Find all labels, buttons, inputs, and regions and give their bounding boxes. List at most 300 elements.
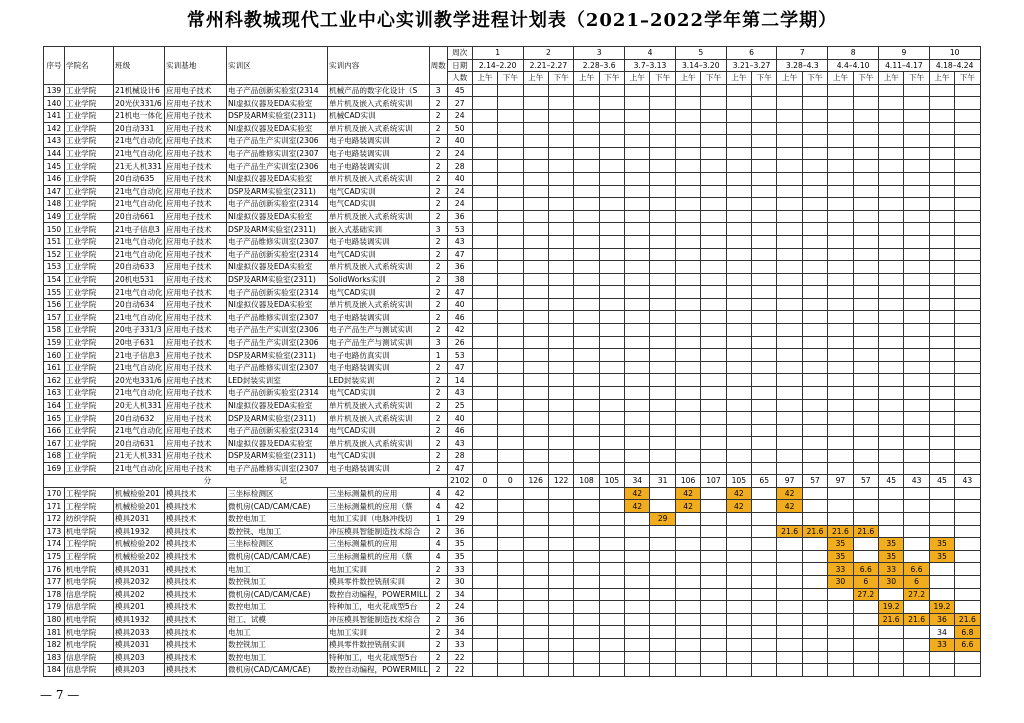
header-week-number: 7 (777, 47, 828, 60)
row-number: 155 (44, 286, 65, 299)
row-area: 电子产品维修实训室(2307 (227, 311, 328, 324)
schedule-cell (599, 185, 624, 198)
schedule-cell (675, 135, 700, 148)
schedule-cell (955, 563, 980, 576)
schedule-cell (498, 575, 523, 588)
schedule-cell (752, 487, 777, 500)
schedule-cell (675, 273, 700, 286)
row-class: 21电气自动化 (115, 186, 163, 196)
schedule-cell (802, 84, 827, 97)
schedule-cell (929, 286, 954, 299)
schedule-cell (574, 172, 599, 185)
schedule-cell (625, 286, 650, 299)
row-number: 159 (44, 336, 65, 349)
schedule-cell (650, 601, 675, 614)
schedule-cell (675, 563, 700, 576)
schedule-cell (777, 626, 802, 639)
schedule-cell (828, 311, 853, 324)
schedule-cell (650, 160, 675, 173)
schedule-cell (726, 122, 751, 135)
schedule-cell: 33 (929, 638, 954, 651)
schedule-cell (802, 575, 827, 588)
schedule-cell (599, 122, 624, 135)
schedule-cell (675, 512, 700, 525)
schedule-cell (853, 601, 878, 614)
schedule-cell (599, 261, 624, 274)
schedule-cell (929, 135, 954, 148)
row-count: 22 (447, 651, 472, 664)
row-weeks: 2 (429, 374, 447, 387)
schedule-cell (701, 374, 726, 387)
schedule-cell (853, 273, 878, 286)
row-area: 微机房(CAD/CAM/CAE) (227, 550, 328, 563)
schedule-cell (777, 374, 802, 387)
schedule-cell (752, 210, 777, 223)
row-weeks: 2 (429, 273, 447, 286)
row-class: 21无人机331 (114, 450, 165, 463)
row-school: 工业学院 (65, 412, 114, 425)
schedule-cell (625, 135, 650, 148)
schedule-cell (904, 412, 929, 425)
schedule-cell (879, 286, 904, 299)
schedule-cell (904, 273, 929, 286)
row-area: 数控铣、电加工 (227, 525, 328, 538)
schedule-cell (523, 122, 548, 135)
schedule-cell (802, 223, 827, 236)
schedule-cell (498, 525, 523, 538)
schedule-cell (472, 261, 497, 274)
schedule-cell (726, 588, 751, 601)
schedule-cell (574, 122, 599, 135)
schedule-cell (599, 248, 624, 261)
row-area: NI虚拟仪器及EDA实验室 (227, 172, 328, 185)
row-class: 模具1932 (114, 613, 165, 626)
table-row (44, 84, 981, 97)
schedule-cell (548, 399, 573, 412)
schedule-cell (498, 336, 523, 349)
schedule-cell (752, 311, 777, 324)
schedule-cell (752, 387, 777, 400)
schedule-cell (472, 109, 497, 122)
schedule-cell (802, 336, 827, 349)
header-area: 实训区 (227, 47, 328, 85)
header-pm: 下午 (498, 72, 523, 85)
schedule-cell (701, 588, 726, 601)
schedule-cell (955, 349, 980, 362)
schedule-cell (650, 664, 675, 677)
row-school: 工业学院 (65, 462, 114, 475)
schedule-cell (574, 588, 599, 601)
row-school: 工业学院 (65, 160, 114, 173)
schedule-cell: 19.2 (879, 601, 904, 614)
schedule-cell (828, 450, 853, 463)
schedule-cell (777, 97, 802, 110)
row-base: 应用电子技术 (165, 147, 227, 160)
schedule-cell (574, 601, 599, 614)
schedule-cell (650, 626, 675, 639)
schedule-cell (548, 412, 573, 425)
schedule-cell (599, 109, 624, 122)
row-content: 电子电路装调实训 (328, 311, 430, 324)
row-weeks: 2 (429, 575, 447, 588)
schedule-cell (904, 210, 929, 223)
schedule-cell (777, 512, 802, 525)
row-class: 20自动635 (114, 172, 165, 185)
schedule-cell (574, 424, 599, 437)
row-base: 模具技术 (165, 651, 227, 664)
row-content: 电加工实训（电脉冲线切 (328, 512, 430, 525)
row-number: 160 (44, 349, 65, 362)
schedule-cell (879, 210, 904, 223)
row-base: 应用电子技术 (165, 273, 227, 286)
schedule-cell (955, 97, 980, 110)
row-weeks: 2 (429, 286, 447, 299)
schedule-cell (955, 311, 980, 324)
schedule-cell: 35 (929, 550, 954, 563)
schedule-cell (574, 185, 599, 198)
schedule-cell (777, 412, 802, 425)
subtotal-cell: 107 (701, 475, 726, 488)
schedule-cell (929, 248, 954, 261)
row-area: 电子产品生产实训室(2306 (227, 135, 328, 148)
row-content: 电子电路装调实训 (328, 160, 430, 173)
subtotal-cell: 97 (777, 475, 802, 488)
schedule-cell (955, 374, 980, 387)
schedule-cell (675, 324, 700, 337)
schedule-cell (904, 525, 929, 538)
row-count: 24 (447, 147, 472, 160)
schedule-cell (523, 601, 548, 614)
schedule-cell (574, 349, 599, 362)
row-class: 20自动634 (114, 298, 165, 311)
schedule-cell (675, 424, 700, 437)
schedule-cell (498, 273, 523, 286)
row-area: 微机房(CAD/CAM/CAE) (227, 588, 328, 601)
row-content: 电子电路装调实训 (328, 147, 430, 160)
schedule-cell (879, 160, 904, 173)
schedule-cell (752, 512, 777, 525)
schedule-cell (675, 412, 700, 425)
schedule-cell (853, 248, 878, 261)
schedule-cell (675, 172, 700, 185)
header-week-number: 4 (625, 47, 676, 60)
row-base: 应用电子技术 (165, 198, 227, 211)
row-content: 机械产品的数字化设计（S (328, 84, 430, 97)
header-week-label: 周次 (447, 47, 472, 60)
schedule-cell (650, 613, 675, 626)
header-pm: 下午 (548, 72, 573, 85)
schedule-cell (726, 349, 751, 362)
schedule-cell (498, 588, 523, 601)
schedule-cell (523, 399, 548, 412)
schedule-cell (599, 160, 624, 173)
schedule-cell (853, 97, 878, 110)
schedule-cell (955, 387, 980, 400)
row-school: 工业学院 (65, 109, 114, 122)
schedule-cell (472, 122, 497, 135)
row-count: 36 (447, 261, 472, 274)
schedule-cell (548, 122, 573, 135)
schedule-cell (904, 399, 929, 412)
schedule-cell: 42 (726, 500, 751, 513)
schedule-cell (752, 563, 777, 576)
schedule-cell (574, 487, 599, 500)
row-area: 电子产品创新实验室(2314 (227, 286, 328, 299)
schedule-cell (472, 147, 497, 160)
schedule-cell (853, 349, 878, 362)
schedule-cell (701, 286, 726, 299)
schedule-cell (472, 298, 497, 311)
row-content: 单片机及嵌入式系统实训 (328, 261, 430, 274)
row-area: 微机房(CAD/CAM/CAE) (227, 664, 328, 677)
schedule-cell (625, 97, 650, 110)
schedule-cell: 6 (853, 575, 878, 588)
schedule-cell (472, 575, 497, 588)
schedule-cell (625, 601, 650, 614)
schedule-cell (929, 336, 954, 349)
row-class: 模具2031 (114, 563, 165, 576)
row-count: 38 (447, 273, 472, 286)
row-base: 应用电子技术 (165, 172, 227, 185)
schedule-cell (650, 84, 675, 97)
schedule-cell (574, 248, 599, 261)
schedule-cell (523, 109, 548, 122)
schedule-cell (726, 412, 751, 425)
row-school: 工业学院 (65, 311, 114, 324)
schedule-cell (548, 97, 573, 110)
schedule-cell (548, 638, 573, 651)
subtotal-total: 2102 (447, 475, 472, 488)
row-content: 单片机及嵌入式系统实训 (328, 210, 430, 223)
schedule-cell (548, 361, 573, 374)
schedule-cell (929, 235, 954, 248)
schedule-cell (802, 122, 827, 135)
schedule-cell (752, 638, 777, 651)
schedule-cell (599, 336, 624, 349)
schedule-cell (929, 487, 954, 500)
schedule-cell (752, 185, 777, 198)
schedule-cell (701, 235, 726, 248)
schedule-cell (777, 298, 802, 311)
schedule-cell (777, 538, 802, 551)
row-number: 176 (44, 563, 65, 576)
schedule-cell (675, 160, 700, 173)
row-weeks: 2 (429, 324, 447, 337)
schedule-cell (701, 575, 726, 588)
schedule-cell: 21.6 (853, 525, 878, 538)
schedule-cell (752, 361, 777, 374)
schedule-cell (523, 198, 548, 211)
row-weeks: 2 (429, 588, 447, 601)
row-weeks: 2 (429, 387, 447, 400)
row-weeks: 2 (429, 613, 447, 626)
schedule-cell (802, 613, 827, 626)
row-content: 电子产品生产与测试实训 (328, 324, 430, 337)
schedule-cell (472, 210, 497, 223)
schedule-cell (828, 84, 853, 97)
schedule-cell (625, 399, 650, 412)
schedule-cell (828, 349, 853, 362)
row-weeks: 4 (429, 500, 447, 513)
table-row (44, 399, 981, 412)
schedule-cell (752, 223, 777, 236)
header-am: 上午 (879, 72, 904, 85)
row-class: 模具203 (114, 651, 165, 664)
row-area: 电子产品维修实训室(2307 (227, 147, 328, 160)
schedule-cell (650, 235, 675, 248)
row-count: 40 (447, 172, 472, 185)
schedule-cell (548, 273, 573, 286)
schedule-cell (955, 223, 980, 236)
schedule-cell (802, 185, 827, 198)
schedule-cell (929, 109, 954, 122)
row-weeks: 2 (429, 399, 447, 412)
schedule-cell (777, 387, 802, 400)
header-count-label: 人数 (447, 72, 472, 85)
row-content: 电加工实训 (328, 626, 430, 639)
schedule-cell (498, 147, 523, 160)
schedule-cell (777, 437, 802, 450)
row-content: 机械CAD实训 (328, 109, 430, 122)
schedule-cell (955, 361, 980, 374)
schedule-cell (802, 160, 827, 173)
row-class: 21电子信息3 (114, 349, 165, 362)
schedule-cell: 27.2 (853, 588, 878, 601)
schedule-cell (904, 198, 929, 211)
subtotal-cell: 31 (650, 475, 675, 488)
row-count: 22 (447, 664, 472, 677)
row-count: 35 (447, 550, 472, 563)
schedule-cell (726, 638, 751, 651)
schedule-cell (802, 349, 827, 362)
row-content: 电气CAD实训 (328, 198, 430, 211)
schedule-cell (675, 84, 700, 97)
schedule-cell (625, 450, 650, 463)
schedule-cell (828, 298, 853, 311)
schedule-cell (726, 261, 751, 274)
row-count: 29 (447, 512, 472, 525)
schedule-cell (701, 487, 726, 500)
schedule-cell (904, 336, 929, 349)
header-date-range: 2.14–2.20 (472, 59, 523, 72)
row-base: 模具技术 (165, 487, 227, 500)
row-base: 应用电子技术 (165, 298, 227, 311)
schedule-cell (853, 324, 878, 337)
schedule-cell (548, 324, 573, 337)
row-weeks: 2 (429, 563, 447, 576)
schedule-cell (574, 324, 599, 337)
schedule-cell (828, 651, 853, 664)
row-number: 156 (44, 298, 65, 311)
row-weeks: 2 (429, 172, 447, 185)
schedule-cell (802, 97, 827, 110)
schedule-cell (879, 298, 904, 311)
schedule-cell (548, 336, 573, 349)
schedule-cell (472, 450, 497, 463)
schedule-cell (726, 235, 751, 248)
schedule-cell (853, 336, 878, 349)
schedule-cell (828, 97, 853, 110)
row-weeks: 1 (429, 349, 447, 362)
table-row (44, 575, 981, 588)
schedule-cell (828, 210, 853, 223)
schedule-cell (777, 638, 802, 651)
subtotal-cell: 106 (675, 475, 700, 488)
schedule-cell (701, 462, 726, 475)
row-number: 147 (44, 185, 65, 198)
schedule-cell (752, 588, 777, 601)
schedule-cell (472, 198, 497, 211)
schedule-cell (879, 185, 904, 198)
schedule-cell (523, 210, 548, 223)
schedule-cell (472, 135, 497, 148)
schedule-cell (879, 172, 904, 185)
schedule-cell (498, 538, 523, 551)
schedule-cell (650, 500, 675, 513)
row-area: 电加工 (227, 563, 328, 576)
schedule-cell (853, 298, 878, 311)
page-title: 常州科教城现代工业中心实训教学进程计划表（2021–2022学年第二学期） (186, 10, 838, 31)
row-base: 应用电子技术 (165, 210, 227, 223)
row-content: 单片机及嵌入式系统实训 (328, 437, 430, 450)
schedule-cell (802, 412, 827, 425)
header-date-range: 2.21–2.27 (523, 59, 574, 72)
schedule-cell (828, 122, 853, 135)
table-row (44, 223, 981, 236)
row-number: 169 (44, 462, 65, 475)
schedule-cell (472, 563, 497, 576)
schedule-cell (777, 109, 802, 122)
schedule-cell (472, 512, 497, 525)
row-class: 21电气自动化 (115, 199, 163, 209)
schedule-cell (955, 235, 980, 248)
row-area: 电子产品创新实验室(2314 (227, 84, 328, 97)
row-number: 162 (44, 374, 65, 387)
schedule-cell (701, 84, 726, 97)
schedule-cell (828, 261, 853, 274)
schedule-cell (904, 601, 929, 614)
table-row (44, 198, 981, 211)
schedule-cell (726, 160, 751, 173)
schedule-cell: 19.2 (929, 601, 954, 614)
schedule-cell (599, 462, 624, 475)
schedule-cell (599, 361, 624, 374)
schedule-cell (675, 450, 700, 463)
schedule-cell (650, 311, 675, 324)
row-content: 单片机及嵌入式系统实训 (328, 298, 430, 311)
row-content: 三坐标测量机的应用 (328, 538, 430, 551)
schedule-cell (777, 185, 802, 198)
schedule-cell (701, 626, 726, 639)
schedule-cell (523, 651, 548, 664)
schedule-cell (802, 311, 827, 324)
row-area: 电子产品生产实训室(2306 (227, 324, 328, 337)
row-area: 三坐标检测区 (227, 538, 328, 551)
row-school: 工业学院 (65, 286, 114, 299)
schedule-cell (828, 135, 853, 148)
schedule-cell (498, 601, 523, 614)
row-content: 电子电路装调实训 (328, 361, 430, 374)
schedule-cell (625, 588, 650, 601)
schedule-cell (828, 374, 853, 387)
schedule-cell (498, 412, 523, 425)
row-class: 21电气自动化 (115, 287, 163, 297)
schedule-cell (523, 500, 548, 513)
schedule-cell (498, 311, 523, 324)
schedule-cell (498, 651, 523, 664)
schedule-cell (904, 424, 929, 437)
schedule-cell (879, 462, 904, 475)
